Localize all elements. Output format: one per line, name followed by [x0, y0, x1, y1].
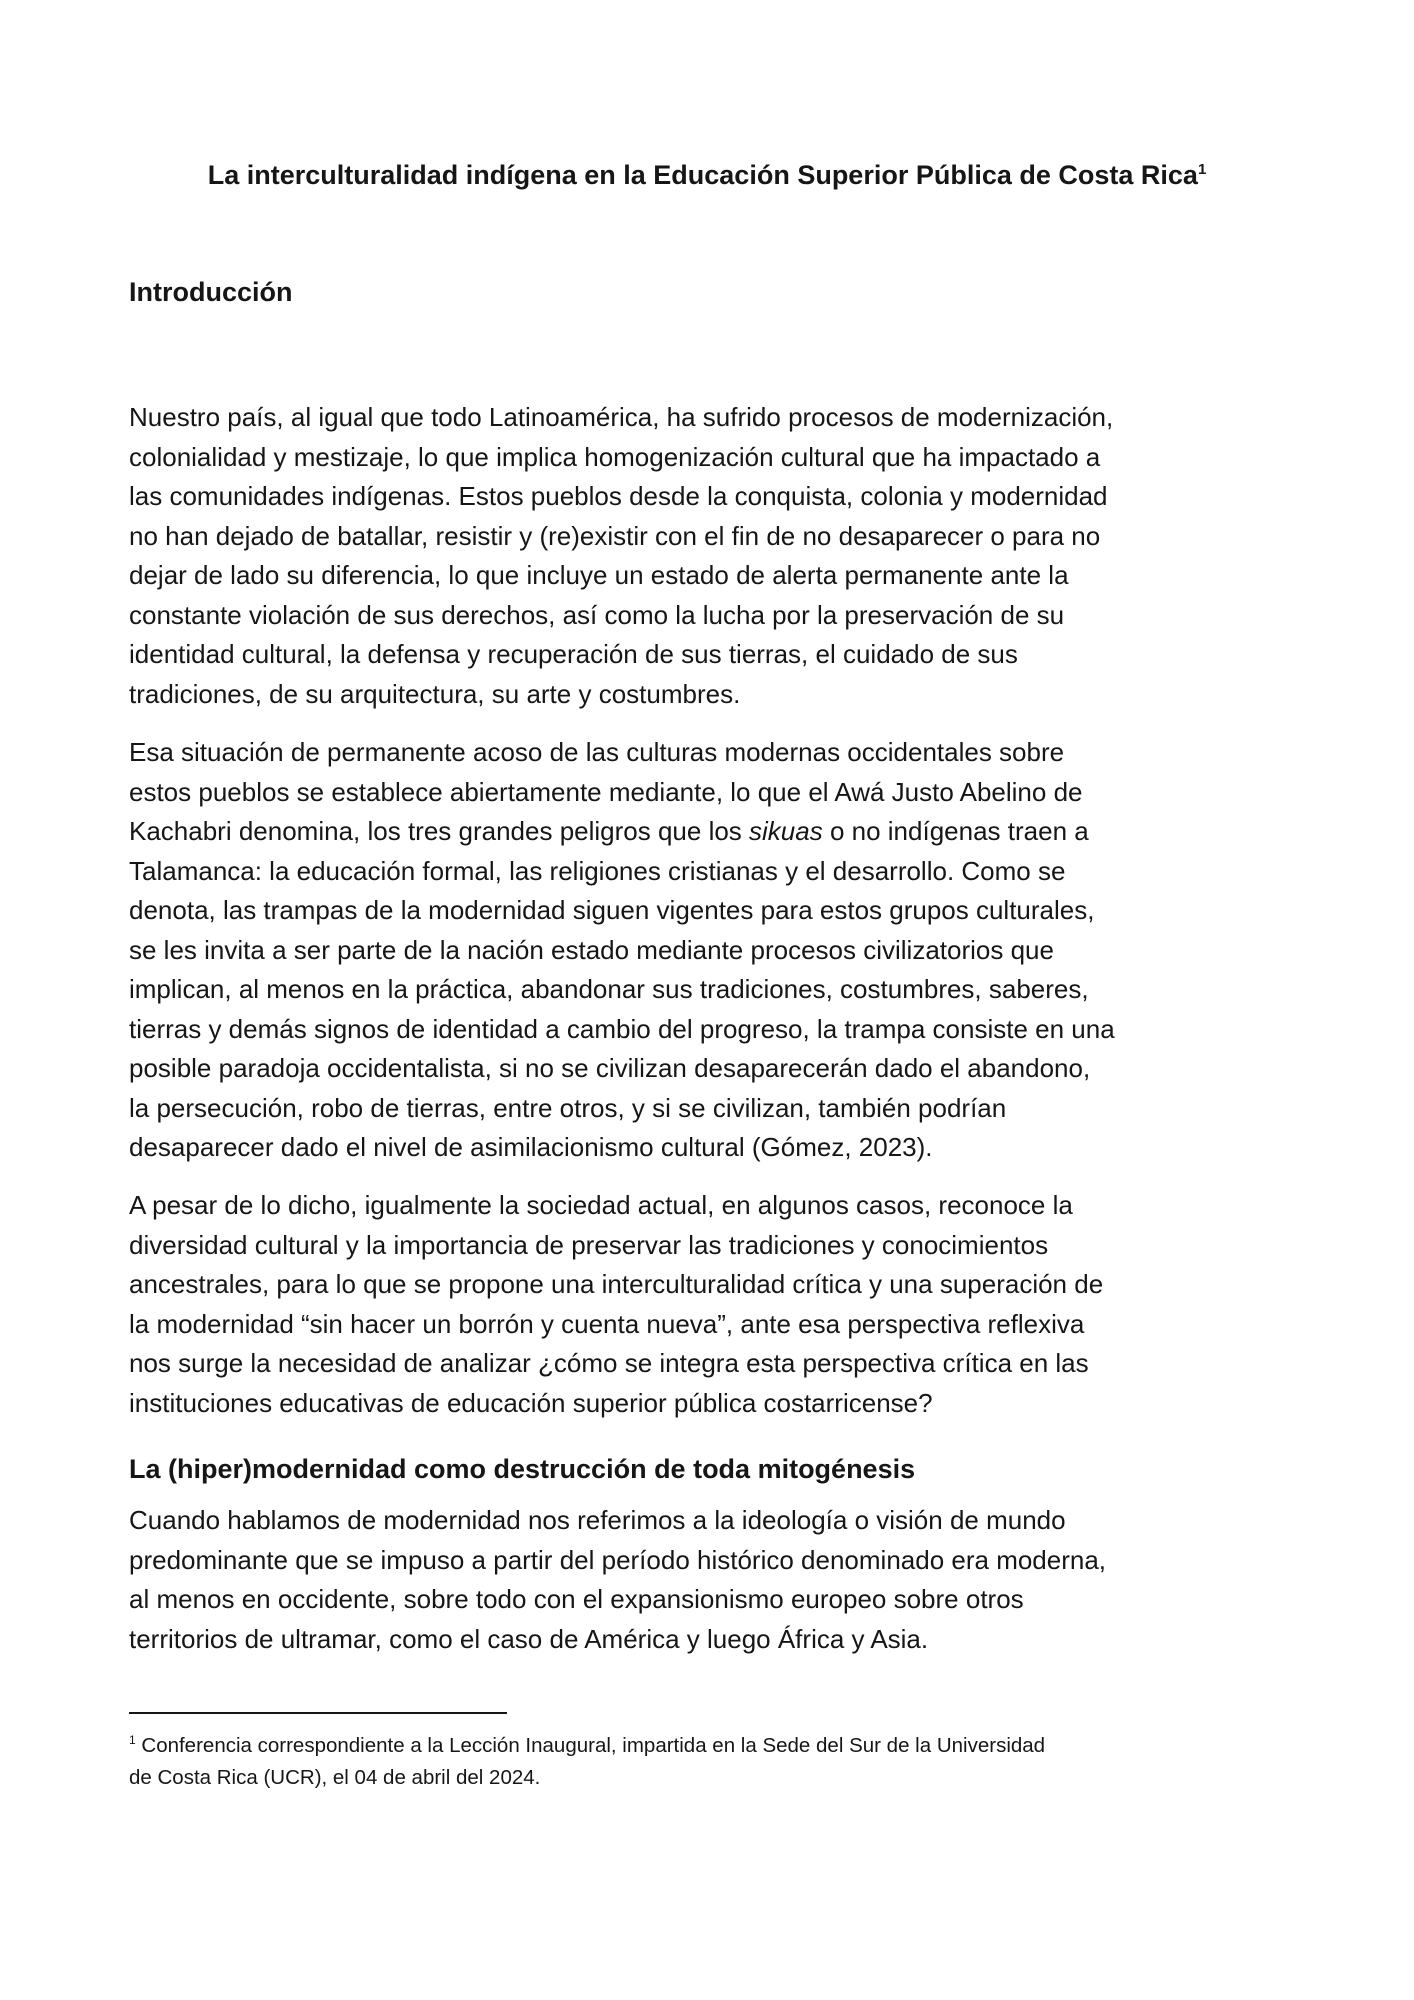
footnote-marker: 1	[129, 1733, 136, 1748]
paragraph-2-italic-term: sikuas	[749, 816, 823, 846]
footnote-text: Conferencia correspondiente a la Lección Inaugural, impartida en la Sede del Sur de la Universidad de Costa Rica (UCR), el 04 de abril del 2024.	[129, 1734, 1046, 1789]
paragraph-4: Cuando hablamos de modernidad nos referimos a la ideología o visión de mundo predominante que se impuso a partir del período histórico denominado era moderna, al menos en occidente, sobre todo con el expansionismo europeo sobre otros territorios de ultramar, como el caso de América y luego África y Asia.	[129, 1505, 1107, 1654]
document-title	[0, 160, 1414, 191]
paragraph-3: A pesar de lo dicho, igualmente la sociedad actual, en algunos casos, reconoce la diversidad cultural y la importancia de preservar las tradiciones y conocimientos ancestrales, para lo que se propone una interculturalidad crítica y una superación de la modernidad “sin hacer un borrón y cuenta nueva”, ante esa perspectiva reflexiva nos surge la necesidad de analizar ¿cómo se integra esta perspectiva crítica en las instituciones educativas de educación superior pública costarricense?	[129, 1190, 1104, 1418]
document-title-text: La interculturalidad indígena en la Educación Superior Pública de Costa Rica	[207, 160, 1198, 190]
paragraph-1: Nuestro país, al igual que todo Latinoamérica, ha sufrido procesos de modernización, colonialidad y mestizaje, lo que implica homogenización cultural que ha impactado a las comunidades indígenas. Estos pueblos desde la conquista, colonia y modernidad no han dejado de batallar, resistir y (re)existir con el fin de no desaparecer o para no dejar de lado su diferencia, lo que incluye un estado de alerta permanente ante la constante violación de sus derechos, así como la lucha por la preservación de su identidad cultural, la defensa y recuperación de sus tierras, el cuidado de sus tradiciones, de su arquitectura, su arte y costumbres.	[129, 402, 1114, 709]
footnote-divider	[129, 1712, 507, 1714]
paragraph-2-part-2: o no indígenas traen a Talamanca: la educación formal, las religiones cristianas y el desarrollo. Como se denota, las trampas de la modernidad siguen vigentes para estos grupos culturales, se les invita a ser parte de la nación estado mediante procesos civilizatorios que implican, al menos en la práctica, abandonar sus tradiciones, costumbres, saberes, tierras y demás signos de identidad a cambio del progreso, la trampa consiste en una posible paradoja occidentalista, si no se civilizan desaparecerán dado el abandono, la persecución, robo de tierras, entre otros, y si se civilizan, también podrían desaparecer dado el nivel de asimilacionismo cultural (Gómez, 2023).	[129, 816, 1115, 1162]
paragraph-2-part-1: Esa situación de permanente acoso de las culturas modernas occidentales sobre estos pueblos se establece abiertamente mediante, lo que el Awá Justo Abelino de Kachabri denomina, los tres grandes peligros que los	[129, 737, 1083, 846]
title-footnote-marker[interactable]: 1	[1197, 161, 1207, 178]
section-heading: La (hiper)modernidad como destrucción de toda mitogénesis	[129, 1454, 916, 1484]
footnote	[129, 1730, 1289, 1794]
intro-heading: Introducción	[129, 277, 293, 307]
paragraph-2	[129, 733, 1289, 1168]
